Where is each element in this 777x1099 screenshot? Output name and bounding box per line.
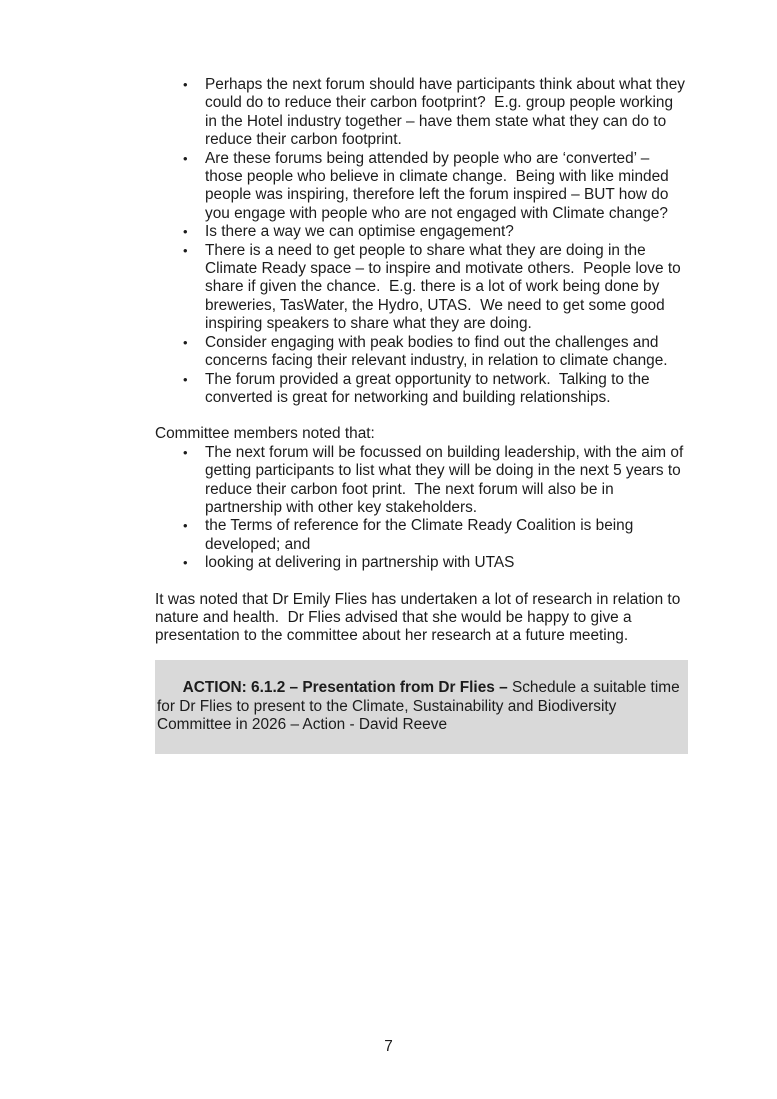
action-label: ACTION: 6.1.2 – Presentation from Dr Flies –: [182, 679, 512, 697]
list-item-text: Are these forums being attended by people who are ‘converted’ – those people who believe in climate change. Being with like minded people was inspiring, therefore left the forum inspired – BUT how do you engage with people who are not engaged with Climate change?: [205, 149, 673, 222]
bullet-icon: •: [183, 334, 188, 350]
document-body: [155, 76, 688, 754]
list-item: [155, 76, 688, 150]
list-item-text: The next forum will be focussed on building leadership, with the aim of getting participants to list what they will be doing in the next 5 years to reduce their carbon foot print. The next forum will also be in partnership with other key stakeholders.: [205, 443, 688, 516]
list-item-text: looking at delivering in partnership with UTAS: [205, 554, 515, 572]
list-item: [155, 554, 688, 572]
bullet-icon: •: [183, 444, 188, 460]
list-item-text: the Terms of reference for the Climate Ready Coalition is being developed; and: [205, 517, 638, 553]
list-item-text: The forum provided a great opportunity to network. Talking to the converted is great for networking and building relationships.: [205, 370, 654, 406]
list-item: [155, 242, 688, 334]
bullet-icon: •: [183, 150, 188, 166]
list-item: [155, 334, 688, 371]
list-item-text: Consider engaging with peak bodies to find out the challenges and concerns facing their relevant industry, in relation to climate change.: [205, 333, 668, 370]
discussion-bullet-list: [155, 76, 688, 407]
list-item: [155, 371, 688, 408]
list-item: [155, 444, 688, 518]
list-item: [155, 150, 688, 224]
list-item-text: There is a need to get people to share what they are doing in the Climate Ready space – to inspire and motivate others. People love to share if given the chance. E.g. there is a lot of work being done by breweries, TasWater, the Hydro, UTAS. We need to get some good inspiring speakers to share what they are doing.: [205, 241, 685, 333]
note-paragraph: It was noted that Dr Emily Flies has undertaken a lot of research in relation to nature and health. Dr Flies advised that she would be happy to give a presentation to the committee about her research at a future meeting.: [155, 590, 685, 645]
page-number: 7: [384, 1037, 393, 1055]
noted-bullet-list: [155, 444, 688, 573]
list-item: [155, 223, 688, 241]
bullet-icon: •: [183, 224, 188, 240]
bullet-icon: •: [183, 77, 188, 92]
bullet-icon: •: [183, 242, 188, 258]
action-highlight-box: [155, 660, 688, 754]
list-item-text: Is there a way we can optimise engagement?: [205, 223, 514, 241]
list-item: [155, 517, 688, 554]
noted-intro-paragraph: Committee members noted that:: [155, 425, 375, 443]
bullet-icon: •: [183, 518, 188, 534]
bullet-icon: •: [183, 555, 188, 571]
action-text: Schedule a suitable time for Dr Flies to present to the Climate, Sustainability and Biodiversity Committee in 2026 – Action - David Reeve: [157, 679, 684, 733]
bullet-icon: •: [183, 371, 188, 387]
list-item-text: Perhaps the next forum should have participants think about what they could do to reduce their carbon footprint? E.g. group people working in the Hotel industry together – have them state what they can do to reduce their carbon footprint.: [205, 76, 690, 149]
